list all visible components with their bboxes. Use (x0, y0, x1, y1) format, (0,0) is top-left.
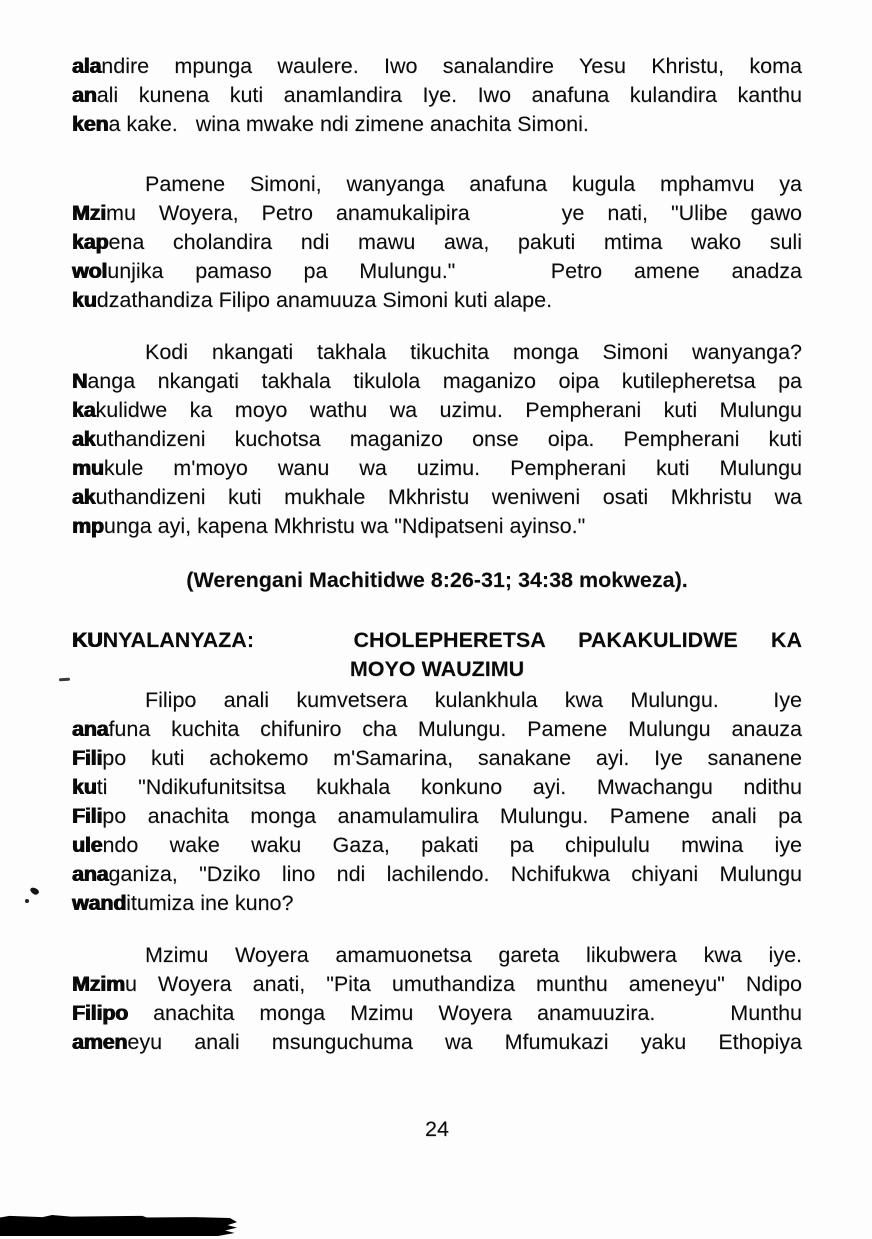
line-text: MOYO WAUZIMU (349, 657, 525, 681)
ink-bold-prefix: KU (72, 628, 103, 652)
ink-smudge-apostrophe (29, 886, 40, 896)
text-line (72, 773, 802, 802)
text-block (72, 52, 802, 1144)
ink-bold-prefix: mp (72, 514, 104, 538)
line-text: u Woyera anati, "Pita umuthandiza munthu ameneyu" Ndipo (124, 972, 802, 996)
text-line (72, 802, 802, 831)
line-text: NYALANYAZA: CHOLEPHERETSA PAKAKULIDWE KA (102, 628, 802, 652)
ink-bold-prefix: Mzim (72, 972, 125, 996)
line-text: uthandizeni kuti mukhale Mkhristu weniweni osati Mkhristu wa (95, 485, 802, 509)
ink-bold-prefix: wol (72, 259, 108, 283)
line-text: kule m'moyo wanu wa uzimu. Pempherani kuti Mulungu (103, 456, 802, 480)
line-text: dzathandiza Filipo anamuuza Simoni kuti alape. (96, 288, 553, 312)
text-line (72, 228, 802, 257)
text-line (72, 860, 802, 889)
line-text: ali kunena kuti anamlandira Iye. Iwo anafuna kulandira kanthu (96, 83, 802, 107)
line-text: ndire mpunga waulere. Iwo sanalandire Yesu Khristu, koma (101, 54, 802, 78)
paragraph-3 (72, 338, 802, 541)
text-line (72, 170, 802, 199)
ink-bold-prefix: ku (72, 288, 97, 312)
text-line (72, 1028, 802, 1057)
text-line (72, 512, 802, 541)
ink-bold-prefix: wand (72, 891, 127, 915)
text-line (72, 199, 802, 228)
text-line (72, 970, 802, 999)
text-line (72, 286, 802, 315)
text-line (72, 81, 802, 110)
text-line (72, 999, 802, 1028)
text-line (72, 52, 802, 81)
text-line (72, 715, 802, 744)
ink-bold-prefix: amen (72, 1030, 128, 1054)
text-line (72, 483, 802, 512)
paragraph-4 (72, 686, 802, 918)
text-line (72, 110, 802, 139)
text-line (72, 744, 802, 773)
scripture-reference (72, 566, 802, 595)
ink-bold-prefix: mu (72, 456, 104, 480)
line-text: Filipo anali kumvetsera kulankhula kwa Mulungu. Iye (145, 688, 802, 712)
ink-bold-prefix: ala (72, 54, 102, 78)
ink-smudge-dash (59, 678, 70, 682)
ink-bold-prefix: ak (72, 485, 96, 509)
line-text: unga ayi, kapena Mkhristu wa "Ndipatseni ayinso." (103, 514, 586, 538)
line-text: Pamene Simoni, wanyanga anafuna kugula mphamvu ya (145, 172, 802, 196)
line-text: ganiza, "Dziko lino ndi lachilendo. Nchifukwa chiyani Mulungu (108, 862, 802, 886)
paragraph-1 (72, 52, 802, 139)
line-text: anga nkangati takhala tikulola maganizo oipa kutilepheretsa pa (87, 369, 802, 393)
line-text: a kake. wina mwake ndi zimene anachita Simoni. (108, 112, 589, 136)
ink-smudge-dot (25, 899, 29, 903)
line-text: po anachita monga anamulamulira Mulungu. Pamene anali pa (102, 804, 802, 828)
ink-bold-prefix: N (72, 369, 88, 393)
ink-bold-prefix: kap (72, 230, 109, 254)
ink-bold-prefix: ku (72, 775, 97, 799)
line-text: Kodi nkangati takhala tikuchita monga Simoni wanyanga? (145, 340, 802, 364)
text-line (72, 686, 802, 715)
text-line (72, 566, 802, 595)
heading-line (72, 626, 802, 655)
line-text: eyu anali msunguchuma wa Mfumukazi yaku Ethopiya (127, 1030, 802, 1054)
text-line (72, 941, 802, 970)
ink-bold-prefix: ak (72, 427, 96, 451)
line-text: ndo wake waku Gaza, pakati pa chipululu mwina iye (102, 833, 802, 857)
text-line (72, 454, 802, 483)
ink-bold-prefix: ana (72, 717, 109, 741)
line-text: po kuti achokemo m'Samarina, sanakane ayi. Iye sananene (102, 746, 802, 770)
line-text: ti "Ndikufunitsitsa kukhala konkuno ayi. Mwachangu ndithu (96, 775, 802, 799)
paragraph-5 (72, 941, 802, 1057)
ink-bold-prefix: Mzi (72, 201, 107, 225)
text-line (72, 367, 802, 396)
line-text: funa kuchita chifuniro cha Mulungu. Pamene Mulungu anauza (108, 717, 802, 741)
line-text: uthandizeni kuchotsa maganizo onse oipa. Pempherani kuti (95, 427, 802, 451)
line-text: kulidwe ka moyo wathu wa uzimu. Pempherani kuti Mulungu (95, 398, 802, 422)
heading-line (72, 655, 802, 684)
ink-bold-prefix: ken (72, 112, 109, 136)
page-number: 24 (425, 1117, 449, 1141)
line-text: mu Woyera, Petro anamukalipira ye nati, "Ulibe gawo (106, 201, 802, 225)
ink-bold-prefix: ka (72, 398, 96, 422)
line-text: Mzimu Woyera amamuonetsa gareta likubwera kwa iye. (145, 943, 802, 967)
line-text: itumiza ine kuno? (126, 891, 294, 915)
ink-bold-prefix: Fili (72, 746, 103, 770)
text-line (72, 338, 802, 367)
scan-bar-artifact (0, 1215, 237, 1236)
text-line (72, 425, 802, 454)
ink-bold-prefix: ule (72, 833, 103, 857)
text-line (72, 831, 802, 860)
line-text: anachita monga Mzimu Woyera anamuuzira. Munthu (128, 1001, 802, 1025)
line-text: (Werengani Machitidwe 8:26-31; 34:38 mokweza). (186, 568, 688, 592)
ink-bold-prefix: an (72, 83, 97, 107)
text-line (72, 257, 802, 286)
ink-bold-prefix: Fili (72, 804, 103, 828)
ink-bold-prefix: ana (72, 862, 109, 886)
ink-bold-prefix: Filipo (72, 1001, 129, 1025)
line-text: ena cholandira ndi mawu awa, pakuti mtima wako suli (108, 230, 802, 254)
text-line (72, 889, 802, 918)
section-heading (72, 626, 802, 684)
line-text: unjika pamaso pa Mulungu." Petro amene anadza (107, 259, 802, 283)
text-line (72, 396, 802, 425)
paragraph-2 (72, 170, 802, 315)
